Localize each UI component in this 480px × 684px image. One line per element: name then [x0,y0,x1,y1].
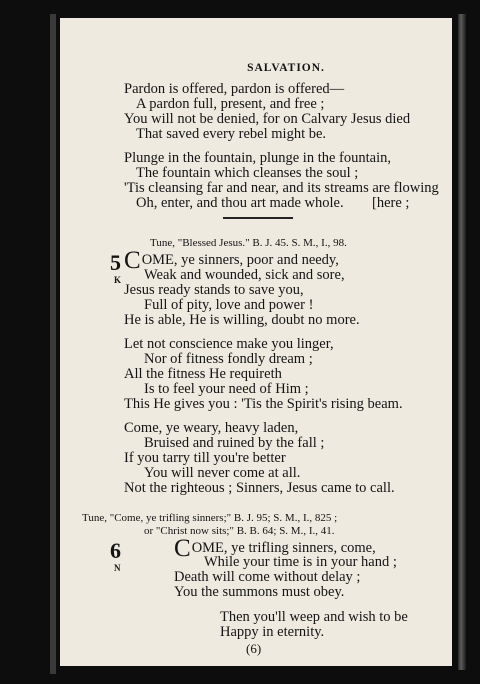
verse-line: All the fitness He requireth [124,365,282,382]
verse-line: He is able, He is willing, doubt no more. [124,311,360,328]
verse-line: Death will come without delay ; [174,568,361,585]
verse-line: Full of pity, love and power ! [144,296,314,313]
verse-line: Let not conscience make you linger, [124,335,334,352]
hymn-key-mark: N [114,563,121,574]
verse-line: You will never come at all. [144,464,301,481]
verse-line: OME, ye trifling sinners, come, [191,539,376,556]
hymn-number: 5 [110,249,121,275]
verse-line: A pardon full, present, and free ; [136,95,325,112]
verse-line: Weak and wounded, sick and sore, [144,266,345,283]
verse-line: You the summons must obey. [174,583,345,600]
verse-line: Plunge in the fountain, plunge in the fountain, [124,149,391,166]
page-folio: (6) [246,640,262,656]
drop-cap: C [124,246,141,274]
verse-line-overflow: [here ; [372,194,410,211]
verse-line: This He gives you : 'Tis the Spirit's rising beam. [124,395,403,412]
left-page-edge [50,14,56,674]
verse-line: Nor of fitness fondly dream ; [144,350,313,367]
verse-line: 'Tis cleansing far and near, and its streams are flowing [124,179,439,196]
verse-line: You will not be denied, for on Calvary Jesus died [124,110,411,127]
hymn-number: 6 [110,537,121,563]
drop-cap: C [174,534,191,562]
verse-line: Jesus ready stands to save you, [124,281,304,298]
verse-line: OME, ye sinners, poor and needy, [141,251,339,268]
verse-line: That saved every rebel might be. [136,125,327,142]
verse-line: Come, ye weary, heavy laden, [124,420,299,437]
tune-line: Tune, "Come, ye trifling sinners;" B. J. 95; S. M., I., 825 ; [82,511,338,524]
verse-line: If you tarry till you're better [124,449,286,466]
tune-line: Tune, "Blessed Jesus." B. J. 45. S. M., I., 98. [150,236,347,249]
right-page-edge [458,14,466,670]
verse-line: Oh, enter, and thou art made whole. [136,194,344,211]
verse-line: Not the righteous ; Sinners, Jesus came to call. [124,479,395,496]
verse-line: Happy in eternity. [220,623,325,640]
verse-line: Is to feel your need of Him ; [144,380,309,397]
book-page [60,18,452,666]
verse-line: The fountain which cleanses the soul ; [136,164,359,181]
tune-line: or "Christ now sits;" B. B. 64; S. M., I., 41. [144,524,335,537]
verse-line: Bruised and ruined by the fall ; [144,435,325,451]
verse-line: Then you'll weep and wish to be [220,608,408,625]
running-head: SALVATION. [247,61,325,74]
hymn-key-mark: K [114,275,122,286]
section-rule [223,217,293,219]
verse-line: While your time is in your hand ; [204,553,397,570]
verse-line: Pardon is offered, pardon is offered— [124,80,345,97]
